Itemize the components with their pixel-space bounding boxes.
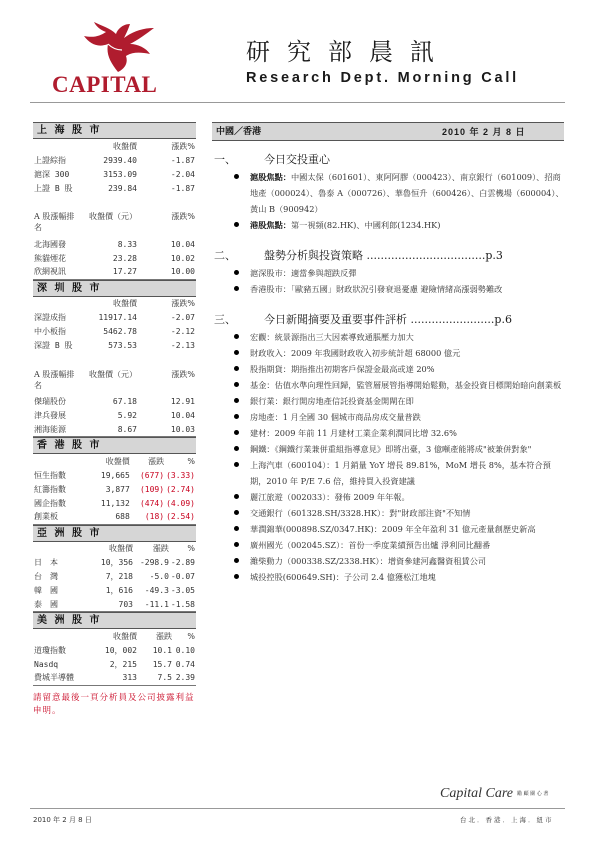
column-header: 漲跌%	[171, 299, 195, 308]
spacer-row	[33, 195, 196, 209]
footer-divider	[30, 808, 565, 809]
table-row	[33, 311, 196, 325]
column-header: 收盤價（元）	[89, 369, 137, 379]
list-item	[212, 265, 564, 281]
column-header	[33, 139, 81, 153]
list-item	[212, 377, 564, 393]
table-cell: (474)	[139, 498, 165, 508]
spacer	[33, 353, 196, 367]
list-item	[212, 393, 564, 409]
report-date: 2010 年 2 月 8 日	[442, 127, 526, 137]
bullet-text: 基金：估值水準向理性回歸，監管層展管指導開始鬆動，基金投資目標開始暗向創業板	[250, 380, 562, 390]
table-cell: 5462.78	[103, 327, 137, 336]
list-item	[212, 169, 564, 217]
column-header: 收盤價	[108, 544, 133, 553]
table-cell: 0.10	[175, 645, 195, 655]
table-cell: 11,132	[100, 498, 130, 508]
column-header: 漲跌%	[171, 212, 195, 221]
top-gainers-header-row	[33, 209, 196, 237]
list-item	[212, 361, 564, 377]
list-item	[212, 489, 564, 505]
table-row	[33, 181, 196, 195]
bullet-list	[212, 265, 564, 297]
table-cell: -2.07	[170, 313, 195, 322]
table-cell: 688	[78, 510, 135, 524]
shenzhen-index-table	[33, 297, 196, 438]
capital-care-logo	[440, 786, 548, 802]
table-cell: 道瓊指數	[34, 645, 66, 655]
table-cell: 5.92	[117, 411, 137, 420]
section-number: 三、	[214, 313, 236, 326]
table-cell: -1.87	[170, 183, 195, 193]
table-cell: 10，356	[100, 558, 133, 567]
table-cell: -3.05	[170, 586, 195, 595]
table-row	[33, 671, 196, 685]
shanghai-index-table	[33, 139, 196, 280]
table-cell: (4.09)	[166, 498, 195, 508]
section-title: 今日交投重心	[264, 153, 330, 166]
sections-container	[212, 151, 564, 585]
table-cell: 湘海能源	[33, 423, 81, 437]
list-item	[212, 409, 564, 425]
section-title: 盤勢分析與投資策略 ..................................p.3	[264, 249, 503, 262]
table-row	[33, 325, 196, 339]
capital-care-wordmark: Capital Care	[440, 786, 513, 801]
column-header: %	[187, 456, 195, 466]
region-label: 中國／香港	[216, 127, 262, 137]
table-cell: 17.27	[81, 265, 143, 279]
table-cell: 2.39	[173, 671, 196, 685]
column-header: A 股漲幅排名	[34, 212, 75, 232]
bullet-text: 城投控股(600649.SH)：子公司 2.4 億獲松江地塊	[250, 572, 436, 582]
bullet-text: 建材：2009 年前 11 月建材工業企業利潤同比增 32.6%	[250, 428, 457, 438]
table-cell: 1，616	[105, 586, 133, 595]
section-heading	[212, 311, 564, 327]
bullet-text: 財政收入：2009 年我國財政收入初步統計超 68000 億元	[250, 348, 461, 358]
column-header	[33, 297, 81, 311]
column-header: 漲跌	[156, 631, 172, 641]
column-header: 收盤價	[105, 456, 130, 466]
column-header: 收盤價	[113, 299, 137, 308]
bullet-list	[212, 329, 564, 585]
table-cell: (2.54)	[165, 510, 196, 524]
bullet-text: 廣州國光（002045.SZ）：首份一季度業績預告出爐 淨利同比翻番	[250, 540, 491, 550]
table-row	[33, 496, 196, 510]
table-row	[33, 339, 196, 353]
list-item	[212, 425, 564, 441]
table-cell: 韓 國	[34, 586, 58, 595]
capital-logo	[40, 22, 190, 100]
table-cell: -2.12	[170, 327, 195, 336]
table-cell: 欣網視訊	[33, 265, 81, 279]
spacer	[33, 195, 196, 209]
bullet-text: 宏觀：統景源指出三大因素導致通脹壓力加大	[250, 332, 414, 342]
table-cell: 67.18	[112, 397, 137, 406]
table-cell: 8.67	[81, 423, 143, 437]
table-cell: 8.33	[117, 239, 137, 249]
column-header	[33, 629, 81, 643]
table-cell: -2.13	[170, 341, 195, 350]
hongkong-market-heading: 香 港 股 市	[33, 437, 196, 454]
bullet-text: 鋼鐵：《鋼鐵行業兼併重組指導意見》即將出臺，3 億噸產能將成"被兼併對象"	[250, 444, 532, 454]
column-header: A 股漲幅排名	[34, 369, 75, 390]
table-row	[33, 657, 196, 671]
list-item	[212, 569, 564, 585]
table-cell: 深證 B 股	[34, 341, 73, 350]
page-title: 研究部晨訊	[246, 38, 451, 66]
list-item	[212, 217, 564, 233]
table-cell: 國企指數	[34, 498, 66, 508]
list-item	[212, 457, 564, 489]
bullet-text: 中國太保（601601）、東阿阿膠（000423）、南京銀行（601009）、招商地產（000024）、魯泰 A（000726）、華魯恒升（600426）、白雲機場（600004）、黃山 B（900942）	[250, 172, 564, 214]
table-cell: 10.03	[143, 423, 196, 437]
table-cell: (109)	[139, 484, 165, 494]
section-number: 一、	[214, 153, 236, 166]
disclosure-note: 請留意最後一頁分析員及公司披露利益申明。	[33, 692, 195, 716]
column-header	[33, 542, 79, 556]
list-item	[212, 281, 564, 297]
bullet-text: 濰柴動力（000338.SZ/2338.HK）：增資參建河鑫醫資租賃公司	[250, 556, 487, 566]
table-cell: -0.07	[170, 572, 195, 581]
table-cell: (2.74)	[166, 484, 195, 494]
table-cell: 台 灣	[34, 572, 58, 581]
hongkong-index-table	[33, 454, 196, 525]
table-row	[33, 556, 196, 570]
table-cell: 0.74	[175, 659, 195, 669]
table-cell: 津兵發展	[34, 411, 66, 420]
bullet-text: 上海汽車（600104）：1 月銷量 YoY 增長 89.81%，MoM 增長 8%，基本符合預期，2010 年 P/E 7.6 倍，維持買入投資建議	[250, 460, 551, 486]
table-header-row	[33, 542, 196, 556]
table-cell: Nasdq	[34, 659, 59, 669]
footer-date: 2010 年 2 月 8 日	[33, 816, 92, 824]
table-cell: -49.3	[144, 586, 169, 595]
table-cell: 10.04	[170, 411, 195, 420]
table-cell: 7，218	[105, 572, 133, 581]
table-cell: 10.04	[170, 239, 195, 249]
table-cell: (3.33)	[166, 470, 195, 480]
table-cell: 239.84	[108, 183, 137, 193]
list-item	[212, 441, 564, 457]
column-header: 漲跌%	[171, 369, 195, 379]
bullet-text: 香港股市：「歐豬五國」財政狀況引發衰退憂慮 避險情緒高漲弱勢難改	[250, 284, 503, 294]
table-cell: 上證 B 股	[34, 183, 73, 193]
table-row	[33, 643, 196, 657]
asia-market-heading: 亞 洲 股 市	[33, 525, 196, 542]
table-cell: 2，215	[109, 659, 137, 669]
table-cell: 23.28	[112, 253, 137, 263]
top-gainer-row	[33, 423, 196, 437]
column-header: 收盤價	[113, 141, 137, 151]
list-item	[212, 521, 564, 537]
table-cell: 2939.40	[103, 155, 137, 165]
section-heading	[212, 151, 564, 167]
date-bar	[212, 122, 564, 141]
table-row	[33, 510, 196, 524]
table-cell: -5.0	[149, 572, 169, 581]
top-gainer-row	[33, 409, 196, 423]
table-cell: -298.9	[139, 558, 169, 567]
table-cell: -2.04	[170, 169, 195, 179]
table-cell: 313	[81, 671, 143, 685]
bullet-list	[212, 169, 564, 233]
list-item	[212, 537, 564, 553]
top-gainers-header-row	[33, 367, 196, 395]
bullet-text: 交通銀行（601328.SH/3328.HK）：對"財政部注資"不知情	[250, 508, 471, 518]
table-cell: 11917.14	[98, 313, 137, 322]
table-cell: 703	[79, 598, 139, 612]
table-cell: 3,877	[105, 484, 130, 494]
table-cell: 573.53	[108, 341, 137, 350]
page-subtitle: Research Dept. Morning Call	[246, 70, 519, 86]
top-gainer-row	[33, 265, 196, 279]
table-cell: 10.00	[143, 265, 196, 279]
spacer-row	[33, 353, 196, 367]
table-cell: 10.02	[170, 253, 195, 263]
table-row	[33, 153, 196, 167]
shanghai-market-heading: 上 海 股 市	[33, 122, 196, 139]
table-cell: 創業板	[33, 510, 78, 524]
column-header: 收盤價（元）	[89, 212, 137, 221]
table-cell: 15.7	[152, 659, 172, 669]
table-cell: 深證成指	[34, 313, 66, 322]
table-row	[33, 167, 196, 181]
table-cell: -11.1	[139, 598, 170, 612]
top-gainer-row	[33, 395, 196, 409]
table-cell: (677)	[139, 470, 165, 480]
top-gainer-row	[33, 237, 196, 251]
list-item	[212, 345, 564, 361]
table-header-row	[33, 629, 196, 643]
list-item	[212, 329, 564, 345]
column-header: %	[187, 631, 195, 641]
column-header: 漲跌	[148, 456, 165, 466]
table-cell: 10，002	[104, 645, 137, 655]
bullet-text: 銀行業：銀行開房地產信託投資基金開閘在即	[250, 396, 414, 406]
table-cell: 19,665	[100, 470, 130, 480]
table-cell: (18)	[136, 510, 165, 524]
bullet-text: 華潤錦華(000898.SZ/0347.HK)：2009 年全年盈利 31 億元產量創歷史新高	[250, 524, 536, 534]
table-header-row	[33, 297, 196, 311]
table-cell: 紅籌指數	[34, 484, 66, 494]
table-header-row	[33, 454, 196, 468]
table-row	[33, 468, 196, 482]
list-item	[212, 505, 564, 521]
logo-wordmark: CAPITAL	[52, 72, 158, 97]
table-cell: 上證綜指	[34, 155, 66, 165]
table-cell: 恒生指數	[34, 470, 66, 480]
main-content	[212, 122, 564, 585]
table-row	[33, 482, 196, 496]
table-cell: 7.5	[143, 671, 173, 685]
bullet-text: 股指期貨：期指推出初期客戶保證金最高或達 20%	[250, 364, 435, 374]
table-cell: 10.1	[152, 645, 172, 655]
table-cell: 費城半導體	[33, 671, 81, 685]
market-sidebar	[33, 122, 196, 718]
header-divider	[30, 102, 565, 103]
column-header	[33, 454, 78, 468]
bullet-text: 麗江旅遊（002033）：發佈 2009 年年報。	[250, 492, 410, 502]
section-heading	[212, 247, 564, 263]
bullet-label: 港股焦點：	[250, 220, 291, 230]
table-cell: 泰 國	[33, 598, 79, 612]
capital-care-tagline: 勵 顧 關 心 著	[517, 791, 549, 798]
shenzhen-market-heading: 深 圳 股 市	[33, 280, 196, 297]
us-market-heading: 美 洲 股 市	[33, 612, 196, 629]
table-cell: 熊貓煙花	[34, 253, 66, 263]
table-cell: -2.89	[170, 558, 195, 567]
list-item	[212, 553, 564, 569]
table-cell: 中小板指	[34, 327, 66, 336]
table-cell: 傑瑞股份	[34, 397, 66, 406]
phoenix-logo-icon	[78, 22, 158, 74]
column-header: 漲跌%	[171, 141, 195, 151]
table-header-row	[33, 139, 196, 153]
column-header: 漲跌	[152, 544, 169, 553]
table-cell: 滬深 300	[34, 169, 70, 179]
bullet-text: 滬深股市：適當參與超跌反彈	[250, 268, 357, 278]
bullet-text: 房地產：1 月全國 30 個城市商品房成交量普跌	[250, 412, 421, 422]
top-gainer-row	[33, 251, 196, 265]
asia-index-table	[33, 542, 196, 613]
footer-cities: 台北．香港．上海．紐市	[460, 816, 554, 824]
section-number: 二、	[214, 249, 236, 262]
table-row	[33, 598, 196, 612]
table-cell: -1.58	[170, 598, 196, 612]
table-cell: 3153.09	[103, 169, 137, 179]
table-cell: -1.87	[170, 155, 195, 165]
table-cell: 12.91	[170, 397, 195, 406]
us-index-table	[33, 629, 196, 686]
table-cell: 北海國發	[34, 239, 66, 249]
table-row	[33, 570, 196, 584]
table-row	[33, 584, 196, 598]
column-header: %	[187, 544, 195, 553]
table-cell: 日 本	[34, 558, 58, 567]
section-title: 今日新聞摘要及重要事件評析 ........................p.6	[264, 313, 512, 326]
bullet-text: 第一視頻(82.HK)、中國利郎(1234.HK)	[290, 220, 441, 230]
bullet-label: 滬股焦點：	[250, 172, 291, 182]
column-header: 收盤價	[113, 631, 137, 641]
